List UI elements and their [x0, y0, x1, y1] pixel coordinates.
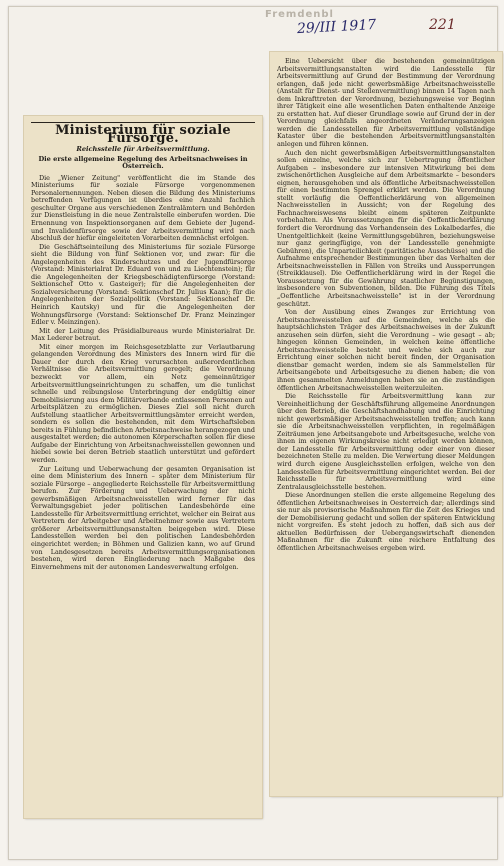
- paragraph: Mit der Leitung des Präsidialbureaus wurde Ministerialrat Dr. Max Lederer betraut.: [31, 326, 255, 343]
- article-subheading: Reichsstelle für Arbeitsvermittlung.: [76, 145, 210, 154]
- left-column-text: [31, 122, 255, 812]
- paragraph: Von der Ausübung eines Zwanges zur Errichtung von Arbeitsnachweisstellen auf die Gemeinden, welche als die hauptsächlichsten Träger des Arbeitsnachweises in der Zukunft anzusehen sein dürfen, sieht die Verordnung – wie gesagt – ab; hingegen können Gemeinden, in welchen keine öffentliche Arbeitsnachweisstelle besteht und welche sich auch zur Errichtung einer solchen nicht bereit finden, der Organisation dienstbar gemacht werden, indem sie als Sammelstellen für Arbeitsangebote und Arbeitsgesuche zu dienen haben; die von ihnen gesammelten Anmeldungen haben sie an die zuständigen öffentlichen Arbeitsnachweisstellen weiterzuleiten.: [277, 308, 495, 392]
- paragraph: Die Geschäftseinteilung des Ministeriums für soziale Fürsorge sieht die Bildung von fünf Sektionen vor, und zwar: für die Angelegenheiten des Kinderschutzes und der Jugendfürsorge (Vorstand: Ministerialrat Dr. Eduard von und zu Liechtenstein); für die Angelegenheiten der Kriegsbeschädigtenfürsorge (Vorstand: Sektionschef Otto v. Gasteiger); für die Angelegenheiten der Sozialversicherung (Vorstand: Sektionschef Dr. Julius Kaan); für die Angelegenheiten der Sozialpolitik (Vorstand: Sektionschef Dr. Heinrich Kautsky) und für die Angelegenheiten der Wohnungsfürsorge (Vorstand: Sektionschef Dr. Franz Meinzinger Edler v. Meinzingen).: [31, 242, 255, 327]
- paragraph: Die „Wiener Zeitung" veröffentlicht die im Stande des Ministeriums für soziale Fürsorge vorgenommenen Personalernennungen. Neben diesen die Bildung des Ministeriums betreffenden Verfügungen ist überdies eine Anzahl fachlich geschulter Organe aus verschiedenen Zentralämtern und Behörden zur Dienstleistung in die neue Zentralstelle einberufen worden. Die Ernennung von Inspektionsorganen auf dem Gebiete der Jugend- und Invalidenfürsorge sowie der Arbeitsvermittlung wird nach Abschluß der hiefür eingeleiteten Vorarbeiten demnächst erfolgen.: [31, 173, 255, 243]
- paragraph: Mit einer morgen im Reichsgesetzblatte zur Verlautbarung gelangenden Verordnung des Ministers des Innern wird für die Dauer der durch den Krieg verursachten außerordentlichen Verhältnisse die Arbeitsvermittlung geregelt; die Verordnung bezweckt vor allem, ein Netz gemeinnütziger Arbeitsvermittlungseinrichtungen zu schaffen, um die tunlichst schnelle und reibungslose Unterbringung der endgültig einer Demobilisierung aus dem Militärverbande entlassenen Personen auf Arbeitsplätzen zu ermöglichen. Dieses Ziel soll nicht durch Aufstellung staatlicher Arbeitsvermittlungsämter erreicht werden, sondern es sollen die bestehenden, mit dem Wirtschaftsleben bereits in Fühlung befindlichen Arbeitsnachweise herangezogen und ausgestaltet werden; die autonomen Körperschaften sollen für diese Aufgabe der Einrichtung von Arbeitsnachweisstellen gewonnen und hiebei sowie bei deren Betrieb staatlich unterstützt und gefördert werden.: [31, 342, 255, 464]
- paragraph: Zur Leitung und Ueberwachung der gesamten Organisation ist eine dem Ministerium des Innern – später dem Ministerium für soziale Fürsorge – angegliederte Reichsstelle für Arbeitsvermittlung berufen. Zur Förderung und Ueberwachung der nicht gewerbsmäßigen Arbeitsnachweisstellen wird ferner für das Verwaltungsgebiet jeder politischen Landesbehörde eine Landesstelle für Arbeitsvermittlung errichtet, welcher ein Beirat aus Vertretern der Arbeitgeber und Arbeitnehmer sowie aus Vertretern größerer Arbeitsvermittlungsanstalten beigegeben wird. Diese Landesstellen werden bei den politischen Landesbehörden eingerichtet werden; in Böhmen und Galizien kann, wo auf Grund von Landesgesetzen bereits Arbeitsvermittlungsorganisationen bestehen, wird deren Eingliederung nach Maßgabe des Einvernehmens mit der autonomen Landesverwaltung erfolgen.: [31, 464, 255, 571]
- right-column-text: [277, 58, 495, 790]
- article-deck: Die erste allgemeine Regelung des Arbeitsnachweises in Österreich.: [38, 154, 248, 171]
- article-headline: Ministerium für soziale Fürsorge.: [55, 123, 231, 146]
- clipping-left-column: [24, 116, 262, 818]
- paragraph: Auch den nicht gewerbsmäßigen Arbeitsvermittlungsanstalten sollen einzelne, welche sich zur Uebertragung öffentlicher Aufgaben – insbesondere zur intensiven Mitwirkung bei dem zwischenörtlichen Ausgleiche auf dem Arbeitsmarkte – besonders eignen, herausgehoben und als öffentliche Arbeitsnachweisstellen für einen bestimmten Sprengel erklärt werden. Die Verordnung stellt vorläufig die Oeffentlicherklärung von allgemeinen Nachweisstellen in Aussicht; von der Regelung des Fachnachweiswesens bleibt einem späteren Zeitpunkte vorbehalten. Als Voraussetzungen für die Oeffentlicherklärung fordert die Verordnung das Vorhandensein des Lokalbedarfes, die Unentgeltlichkeit (keine Vermittlungsgebühren, beziehungsweise nur ganz geringfügige, von der Landesstelle genehmigte Gebühren), die Unparteilichkeit (paritätische Ausschüsse) und die Aufnahme entsprechender Bestimmungen über das Verhalten der Arbeitsnachweisstellen in Fällen von Streiks und Aussperrungen (Streikklausel). Die Oeffentlicherklärung wird in der Regel die Voraussetzung für die Gewährung staatlicher Begünstigungen, insbesondere von Subventionen, bilden. Die Führung des Titels „Oeffentliche Arbeitsnachweisstelle" ist in der Verordnung geschützt.: [277, 148, 495, 308]
- paragraph: Die Reichsstelle für Arbeitsvermittlung kann zur Vereinheitlichung der Geschäftsführung allgemeine Anordnungen über den Betrieb, die Geschäftshandhabung und die Einrichtung nicht gewerbsmäßiger Arbeitsnachweisstellen treffen; auch kann sie die Arbeitsnachweisstellen verpflichten, in regelmäßigen Zeiträumen jene Arbeitsangebote und Arbeitsgesuche, welche von ihnen im eigenen Wirkungskreise nicht erledigt werden können, der Landesstelle für Arbeitsvermittlung oder einer von dieser bezeichneten Stelle zu melden. Die Verwertung dieser Meldungen wird durch eigene Ausgleichsstellen erfolgen, welche von den Landesstellen für Arbeitsvermittlung eingerichtet werden. Bei der Reichsstelle für Arbeitsvermittlung wird eine Zentralausgleichsstelle bestehen.: [277, 392, 495, 491]
- handwritten-date: 29/III 1917: [296, 16, 377, 38]
- paragraph: Eine Uebersicht über die bestehenden gemeinnützigen Arbeitsvermittlungsanstalten wird die Landesstelle für Arbeitsvermittlung auf Grund der Bestimmung der Verordnung erlangen, daß jede nicht gewerbsmäßige Arbeitsnachweisstelle (Anstalt für Dienst- und Stellenvermittlung) binnen 14 Tagen nach dem Inkrafttreten der Verordnung, beziehungsweise vor Beginn ihrer Tätigkeit eine alle wesentlichen Daten enthaltende Anzeige zu erstatten hat. Auf dieser Grundlage sowie auf Grund der in der Verordnung gleichfalls angeordneten Veränderungsanzeigen werden die Landesstellen für Arbeitsvermittlung vollständige Kataster über die bestehenden Arbeitsvermittlungsanstalten anlegen und führen können.: [277, 58, 495, 149]
- paragraph: Diese Anordnungen stellen die erste allgemeine Regelung des öffentlichen Arbeitsnachweises in Oesterreich dar; allerdings sind sie nur als provisorische Maßnahmen für die Zeit des Krieges und der Demobilisierung gedacht und sollen der späteren Entwicklung nicht vorgreifen. Es steht jedoch zu hoffen, daß sich aus der aktuellen Bedürfnissen der Uebergangswirtschaft dienenden Maßnahmen für die Zukunft eine reichere Entfaltung des öffentlichen Arbeitsnachweises ergeben wird.: [277, 491, 495, 552]
- clipping-right-column: [270, 52, 502, 796]
- handwritten-number: 221: [429, 17, 456, 33]
- newspaper-stamp: Fremdenbl: [265, 9, 334, 20]
